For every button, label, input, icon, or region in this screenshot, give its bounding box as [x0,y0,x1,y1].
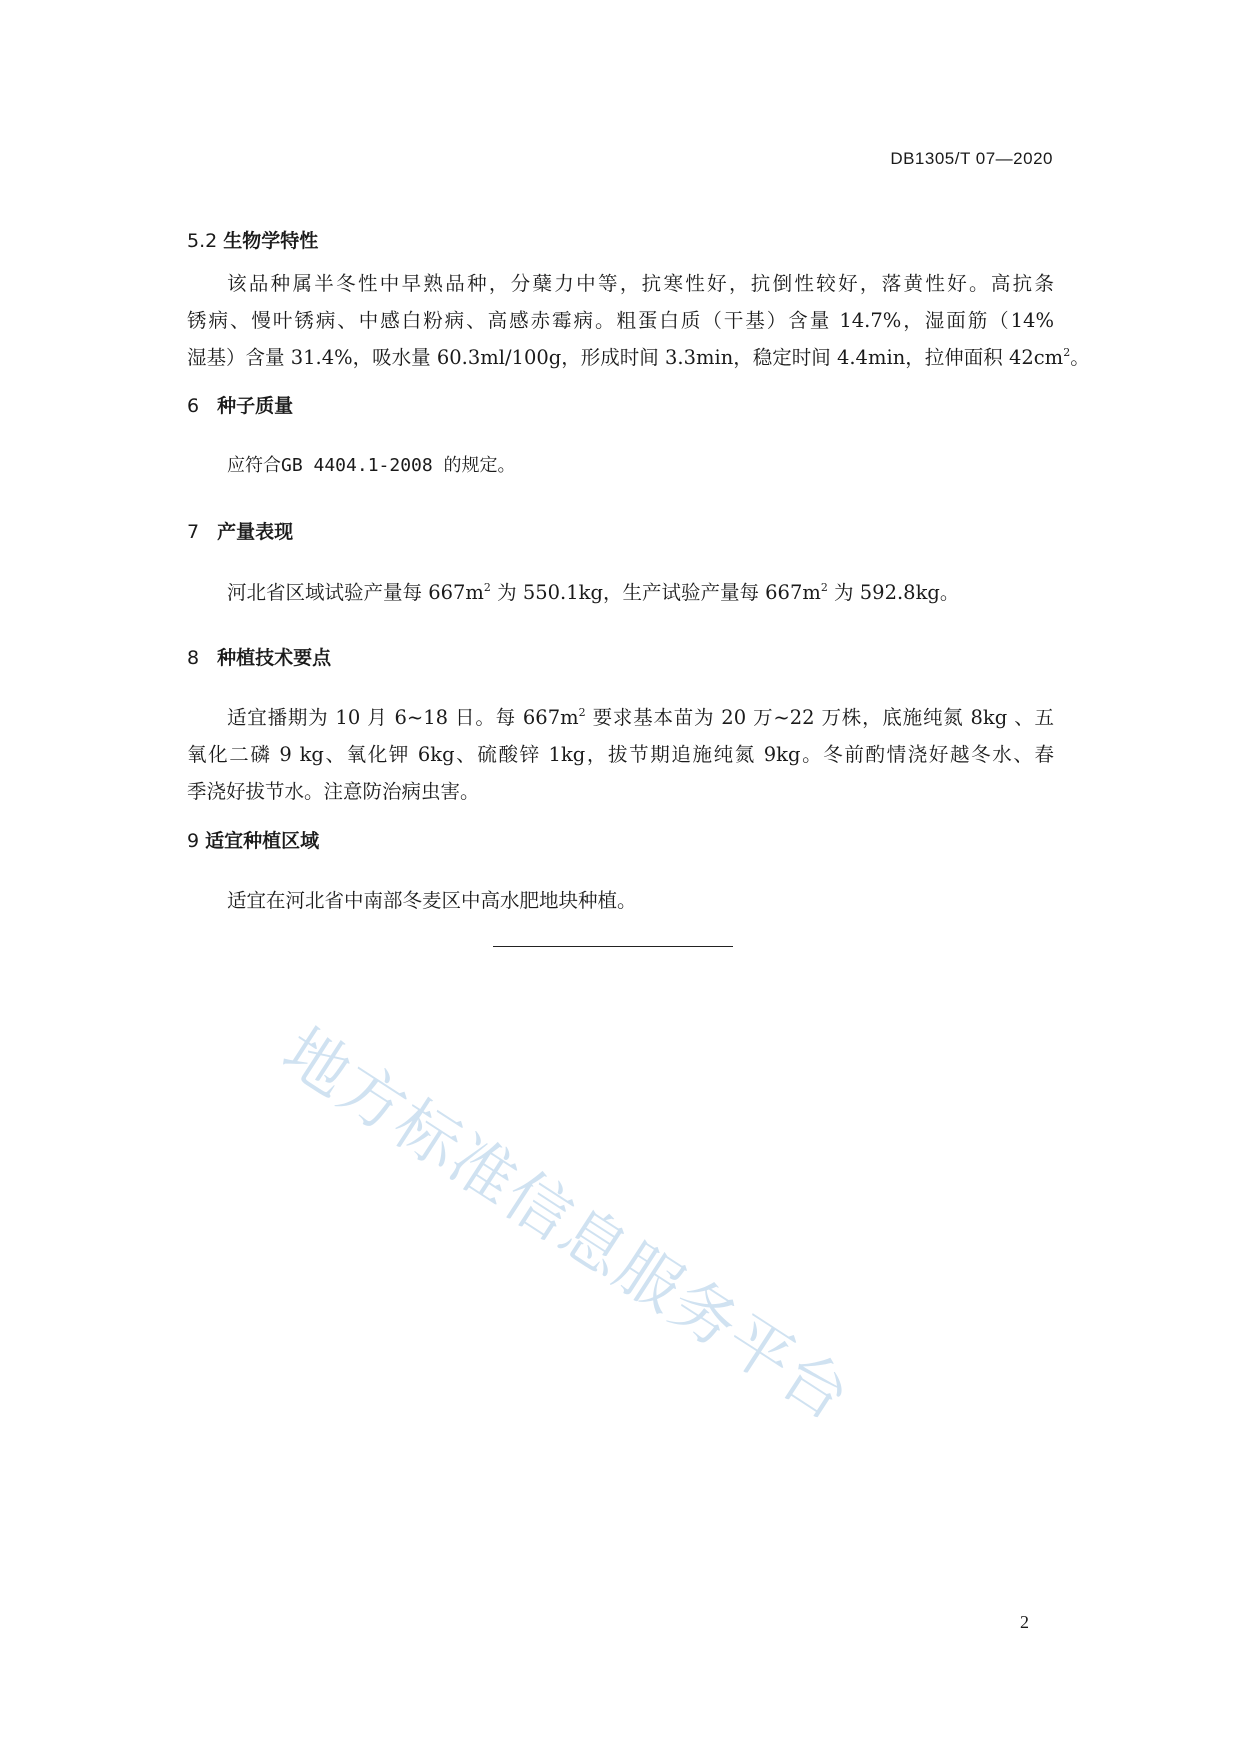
superscript: 2 [483,581,491,594]
section-paragraph-5-2 [187,265,1090,376]
text-run: 湿基）含量 31.4%，吸水量 60.3ml/100g，形成时间 3.3min，稳定时间 4.4min，拉伸面积 42cm [187,346,1064,369]
text-run: 适宜播期为 10 月 6~18 日。每 667m [227,706,579,729]
text-run: 为 592.8kg。 [827,581,960,604]
section-heading-5-2 [187,226,318,253]
section-title: 产量表现 [217,521,294,543]
superscript: 2 [578,706,586,719]
section-title: 适宜种植区域 [205,830,320,852]
page-number: 2 [1020,1612,1029,1632]
section-heading-6 [187,391,293,418]
section-title: 种子质量 [217,395,294,417]
paragraph-line: 锈病、慢叶锈病、中感白粉病、高感赤霉病。粗蛋白质（干基）含量 14.7%，湿面筋（14% [187,309,1054,332]
text-run: 要求基本苗为 20 万~22 万株，底施纯氮 8kg 、五 [585,706,1054,729]
section-paragraph-6 [187,447,1054,484]
section-number: 9 [187,830,200,852]
section-title: 种植技术要点 [217,647,332,669]
section-paragraph-8 [187,699,1054,810]
section-paragraph-7 [187,574,1054,611]
section-heading-7 [187,517,293,544]
section-number: 5.2 [187,230,218,252]
section-heading-8 [187,643,331,670]
paragraph-line: 季浇好拔节水。注意防治病虫害。 [187,780,480,803]
document-code: DB1305/T 07—2020 [890,149,1053,168]
paragraph-line [187,339,1090,376]
section-number: 6 [187,395,200,417]
text-run: 。 [1070,346,1090,369]
section-heading-9 [187,826,319,853]
superscript: 2 [1063,346,1071,359]
section-title: 生物学特性 [223,230,319,252]
paragraph-line: 该品种属半冬性中早熟品种，分蘖力中等，抗寒性好，抗倒性较好，落黄性好。高抗条 [227,272,1054,295]
paragraph-line: 适宜在河北省中南部冬麦区中高水肥地块种植。 [227,889,637,912]
paragraph-line [187,574,1054,611]
superscript: 2 [820,581,828,594]
watermark: 地方标准信息服务平台 [269,1014,864,1437]
end-of-document-rule [493,946,733,947]
text-run: 河北省区域试验产量每 667m [227,581,484,604]
paragraph-line: 氧化二磷 9 kg、氧化钾 6kg、硫酸锌 1kg，拔节期追施纯氮 9kg。冬前酌情浇好越冬水、春 [187,743,1054,766]
section-number: 7 [187,521,200,543]
section-number: 8 [187,647,200,669]
paragraph-line: 应符合GB 4404.1-2008 的规定。 [227,455,516,476]
paragraph-line [187,699,1054,736]
section-paragraph-9 [187,882,1054,919]
text-run: 为 550.1kg，生产试验产量每 667m [490,581,821,604]
